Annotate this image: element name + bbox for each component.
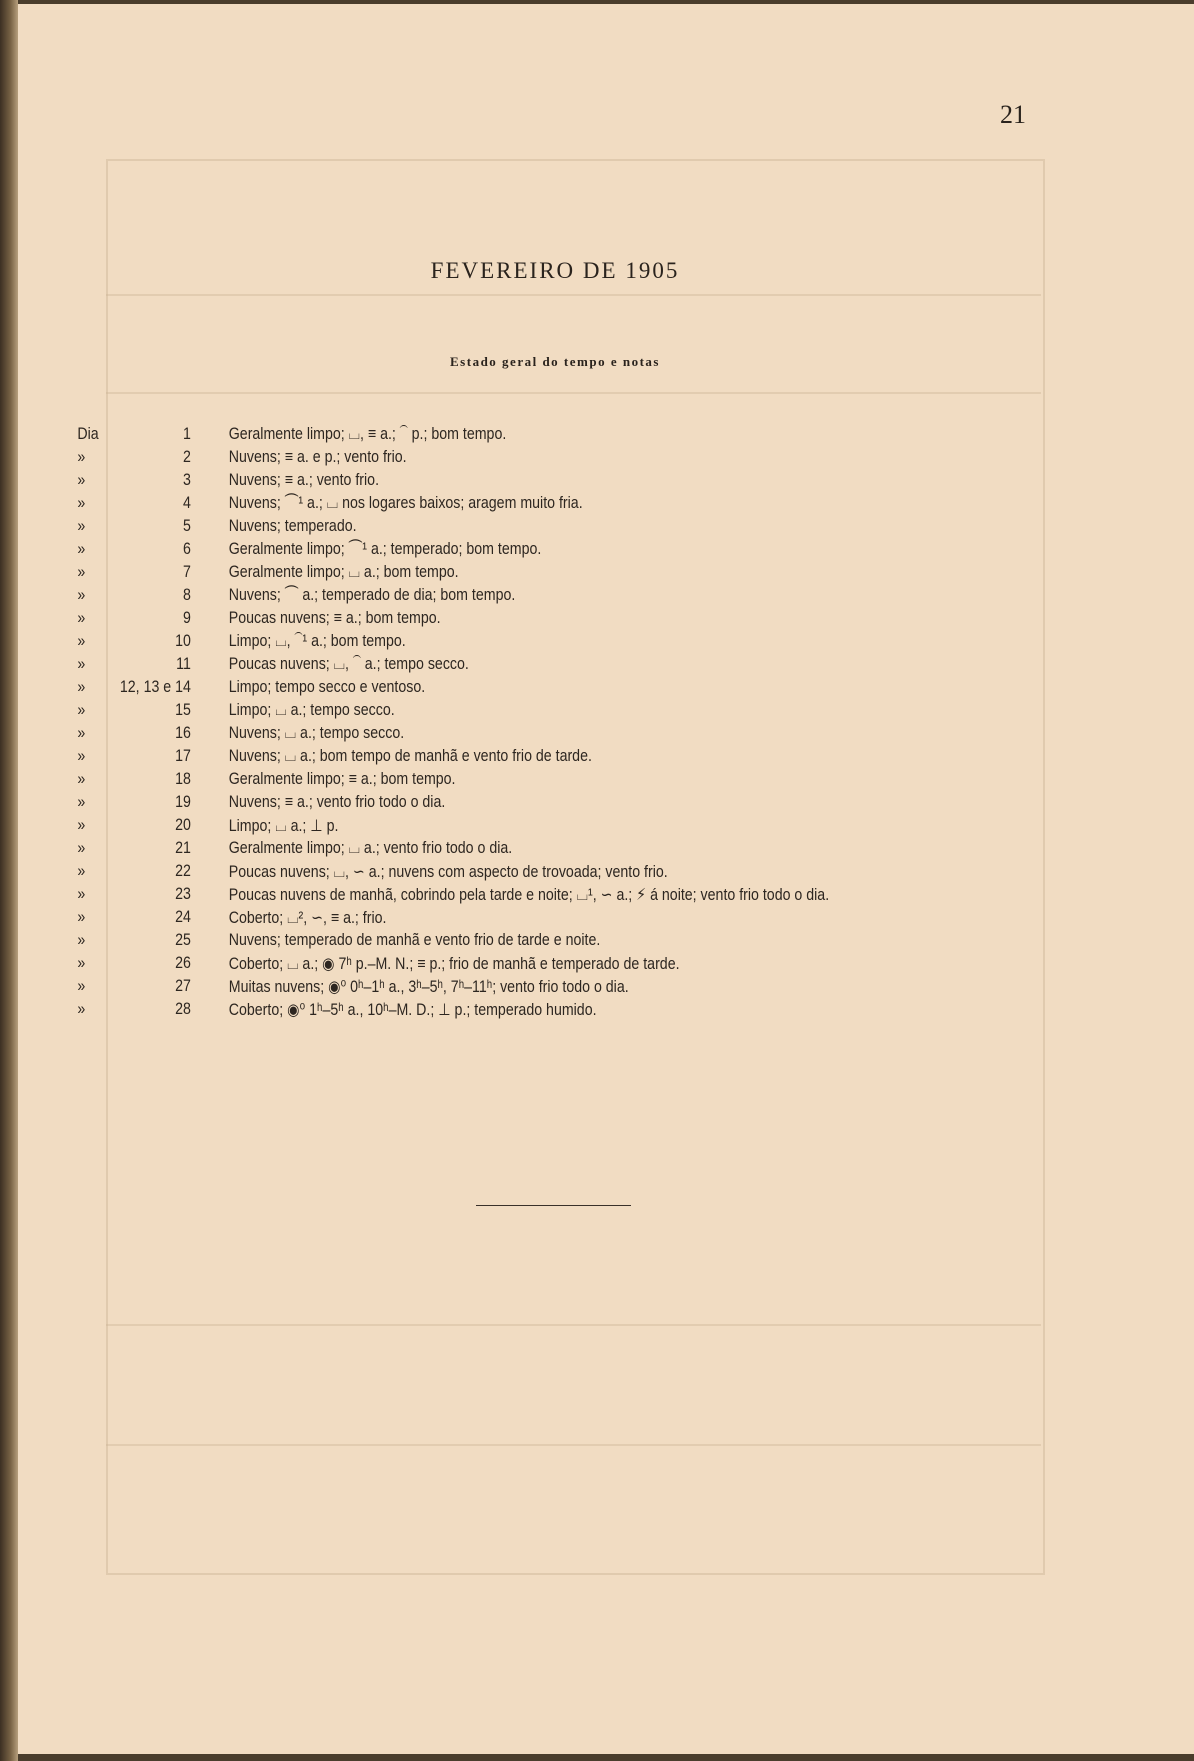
list-item	[0, 609, 998, 632]
entry-day: 15	[175, 701, 191, 719]
entry-note: Nuvens; temperado de manhã e vento frio de tarde e noite.	[228, 931, 601, 949]
entry-day: 5	[183, 517, 191, 535]
list-item	[0, 839, 998, 862]
bleed-through-line	[106, 392, 1041, 394]
entry-prefix: »	[77, 724, 86, 742]
page-title: FEVEREIRO DE 1905	[430, 258, 680, 283]
entry-prefix: »	[77, 678, 86, 696]
entry-note: Limpo; ⌴ a.; ⊥ p.	[228, 817, 339, 835]
entry-note: Nuvens; ≡ a.; vento frio.	[228, 471, 380, 489]
entry-prefix: »	[77, 655, 86, 673]
entry-day: 20	[175, 816, 191, 834]
entry-day: 24	[175, 908, 191, 926]
list-item	[0, 701, 998, 724]
entry-prefix: »	[77, 494, 86, 512]
entry-day: 26	[175, 954, 191, 972]
list-item	[0, 563, 998, 586]
entry-note: Limpo; ⌴, ⏜¹ a.; bom tempo.	[228, 632, 406, 650]
entry-note: Geralmente limpo; ⌴ a.; vento frio todo o dia.	[228, 839, 513, 857]
list-item	[0, 425, 998, 448]
list-item	[0, 540, 998, 563]
entry-note: Nuvens; ⌴ a.; bom tempo de manhã e vento frio de tarde.	[228, 747, 592, 765]
entry-day: 17	[175, 747, 191, 765]
entry-note: Geralmente limpo; ⌴, ≡ a.; ⏜ p.; bom tempo.	[228, 425, 507, 443]
entry-note: Poucas nuvens; ≡ a.; bom tempo.	[228, 609, 441, 627]
entry-day: 8	[183, 586, 191, 604]
entry-note: Poucas nuvens; ⌴, ∽ a.; nuvens com aspecto de trovoada; vento frio.	[228, 863, 668, 881]
entry-day: 3	[183, 471, 191, 489]
entry-prefix: »	[77, 770, 86, 788]
entry-day: 21	[175, 839, 191, 857]
bleed-through-line	[106, 294, 1041, 296]
entry-prefix: »	[77, 609, 86, 627]
entry-prefix: »	[77, 586, 86, 604]
entry-day: 10	[175, 632, 191, 650]
list-item	[0, 724, 998, 747]
entry-prefix: »	[77, 632, 86, 650]
entry-note: Geralmente limpo; ⌴ a.; bom tempo.	[228, 563, 459, 581]
entry-note: Nuvens; ⏜¹ a.; ⌴ nos logares baixos; aragem muito fria.	[228, 494, 583, 512]
list-item	[0, 770, 998, 793]
list-item	[0, 885, 998, 908]
entry-note: Limpo; ⌴ a.; tempo secco.	[228, 701, 395, 719]
entry-day: 4	[183, 494, 191, 512]
entry-note: Nuvens; ⏜ a.; temperado de dia; bom tempo.	[228, 586, 516, 604]
entry-day: 1	[183, 425, 191, 443]
list-item	[0, 586, 998, 609]
list-item	[0, 908, 998, 931]
entry-note: Coberto; ⌴ a.; ◉ 7ʰ p.–M. N.; ≡ p.; frio de manhã e temperado de tarde.	[228, 955, 680, 973]
entry-prefix: »	[77, 954, 86, 972]
entry-prefix: »	[77, 816, 86, 834]
bleed-through-line	[106, 1324, 1041, 1326]
entry-note: Nuvens; ≡ a.; vento frio todo o dia.	[228, 793, 446, 811]
entry-day: 2	[183, 448, 191, 466]
entry-note: Poucas nuvens; ⌴, ⏜ a.; tempo secco.	[228, 655, 469, 673]
entry-prefix: »	[77, 563, 86, 581]
list-item	[0, 747, 998, 770]
entry-day: 12, 13 e 14	[119, 678, 191, 696]
entry-note: Geralmente limpo; ⏜¹ a.; temperado; bom tempo.	[228, 540, 542, 558]
entry-note: Limpo; tempo secco e ventoso.	[228, 678, 426, 696]
list-item	[0, 655, 998, 678]
entry-prefix: »	[77, 885, 86, 903]
entry-day: 16	[175, 724, 191, 742]
entry-prefix: »	[77, 977, 86, 995]
weather-notes-list	[0, 425, 1160, 1023]
entry-note: Nuvens; ≡ a. e p.; vento frio.	[228, 448, 407, 466]
entry-day: 19	[175, 793, 191, 811]
entry-prefix: »	[77, 471, 86, 489]
entry-prefix: Dia	[77, 425, 99, 443]
list-item	[0, 632, 998, 655]
entry-note: Coberto; ⌴², ∽, ≡ a.; frio.	[228, 909, 387, 927]
closing-rule	[476, 1205, 631, 1206]
entry-day: 9	[183, 609, 191, 627]
entry-day: 25	[175, 931, 191, 949]
entry-prefix: »	[77, 747, 86, 765]
list-item	[0, 862, 998, 885]
entry-day: 28	[175, 1000, 191, 1018]
entry-prefix: »	[77, 540, 86, 558]
entry-note: Geralmente limpo; ≡ a.; bom tempo.	[228, 770, 456, 788]
list-item	[0, 816, 998, 839]
list-item	[0, 793, 998, 816]
section-subtitle: Estado geral do tempo e notas	[450, 354, 660, 369]
list-item	[0, 678, 998, 701]
list-item	[0, 517, 998, 540]
entry-day: 22	[175, 862, 191, 880]
entry-day: 23	[175, 885, 191, 903]
entry-note: Nuvens; temperado.	[228, 517, 357, 535]
entry-prefix: »	[77, 862, 86, 880]
list-item	[0, 931, 998, 954]
entry-day: 7	[183, 563, 191, 581]
entry-prefix: »	[77, 839, 86, 857]
list-item	[0, 494, 998, 517]
entry-note: Muitas nuvens; ◉⁰ 0ʰ–1ʰ a., 3ʰ–5ʰ, 7ʰ–11ʰ; vento frio todo o dia.	[228, 978, 629, 996]
entry-prefix: »	[77, 1000, 86, 1018]
entry-prefix: »	[77, 517, 86, 535]
entry-prefix: »	[77, 701, 86, 719]
list-item	[0, 1000, 998, 1023]
entry-day: 18	[175, 770, 191, 788]
list-item	[0, 977, 998, 1000]
bleed-through-line	[106, 1444, 1041, 1446]
entry-prefix: »	[77, 448, 86, 466]
entry-prefix: »	[77, 908, 86, 926]
entry-day: 27	[175, 977, 191, 995]
list-item	[0, 448, 998, 471]
list-item	[0, 471, 998, 494]
page-number: 21	[1000, 100, 1026, 129]
entry-note: Nuvens; ⌴ a.; tempo secco.	[228, 724, 405, 742]
entry-prefix: »	[77, 931, 86, 949]
entry-prefix: »	[77, 793, 86, 811]
list-item	[0, 954, 998, 977]
entry-day: 11	[176, 655, 191, 673]
entry-note: Coberto; ◉⁰ 1ʰ–5ʰ a., 10ʰ–M. D.; ⊥ p.; temperado humido.	[228, 1001, 597, 1019]
entry-note: Poucas nuvens de manhã, cobrindo pela tarde e noite; ⌴¹, ∽ a.; ⚡ á noite; vento frio todo o dia.	[228, 886, 830, 904]
entry-day: 6	[183, 540, 191, 558]
